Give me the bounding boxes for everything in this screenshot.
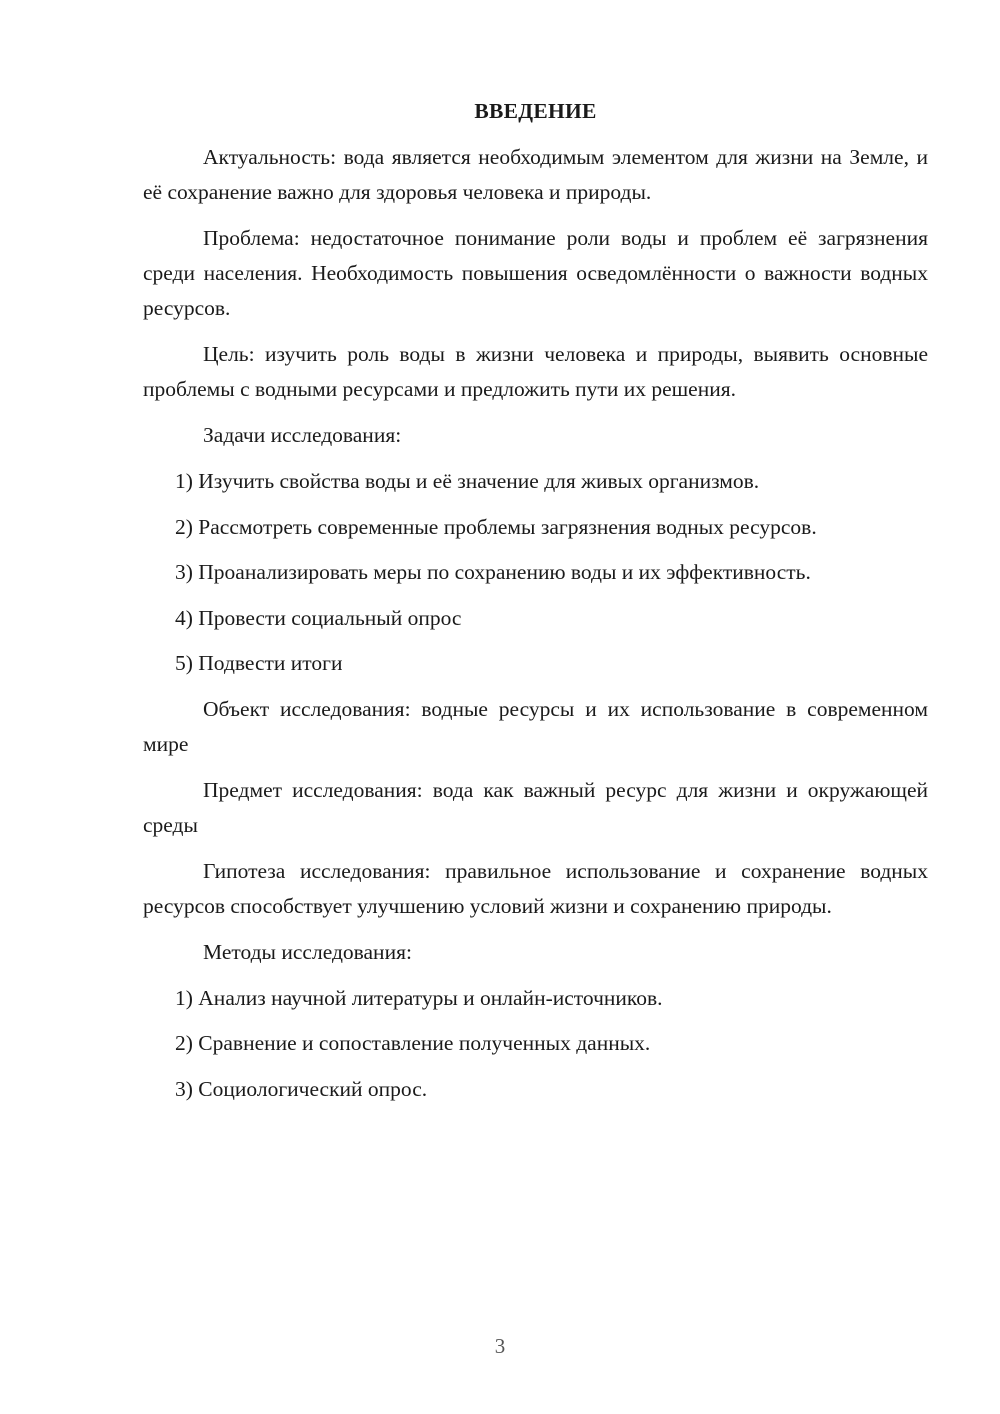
list-item: 3) Социологический опрос. [175,1076,428,1101]
paragraph-subject: Предмет исследования: вода как важный ресурс для жизни и окружающей среды [143,777,928,837]
paragraph-methods-heading: Методы исследования: [203,939,412,964]
page-number: 3 [494,1334,506,1358]
list-item: 1) Изучить свойства воды и её значение для живых организмов. [175,469,760,493]
document-page [143,94,928,1117]
tasks-list [143,464,928,681]
paragraph-tasks-heading: Задачи исследования: [203,423,402,447]
section-title: ВВЕДЕНИЕ [474,99,597,123]
list-item: 3) Проанализировать меры по сохранению воды и их эффективность. [175,560,811,584]
methods-list [143,981,928,1107]
list-item: 5) Подвести итоги [175,651,343,675]
list-item: 1) Анализ научной литературы и онлайн-источников. [175,985,663,1010]
paragraph-relevance: Актуальность: вода является необходимым элементом для жизни на Земле, и её сохранение важно для здоровья человека и природы. [143,145,928,204]
paragraph-goal: Цель: изучить роль воды в жизни человека и природы, выявить основные проблемы с водными ресурсами и предложить пути их решения. [143,342,928,401]
paragraph-object: Объект исследования: водные ресурсы и их использование в современном мире [143,696,928,756]
paragraph-problem: Проблема: недостаточное понимание роли воды и проблем её загрязнения среди населения. Необходимость повышения осведомлённости о важности водных ресурсов. [143,226,928,320]
list-item: 4) Провести социальный опрос [175,605,462,630]
list-item: 2) Рассмотреть современные проблемы загрязнения водных ресурсов. [175,514,817,539]
list-item: 2) Сравнение и сопоставление полученных данных. [175,1031,651,1055]
paragraph-hypothesis: Гипотеза исследования: правильное использование и сохранение водных ресурсов способствует улучшению условий жизни и сохранению природы. [143,858,928,918]
